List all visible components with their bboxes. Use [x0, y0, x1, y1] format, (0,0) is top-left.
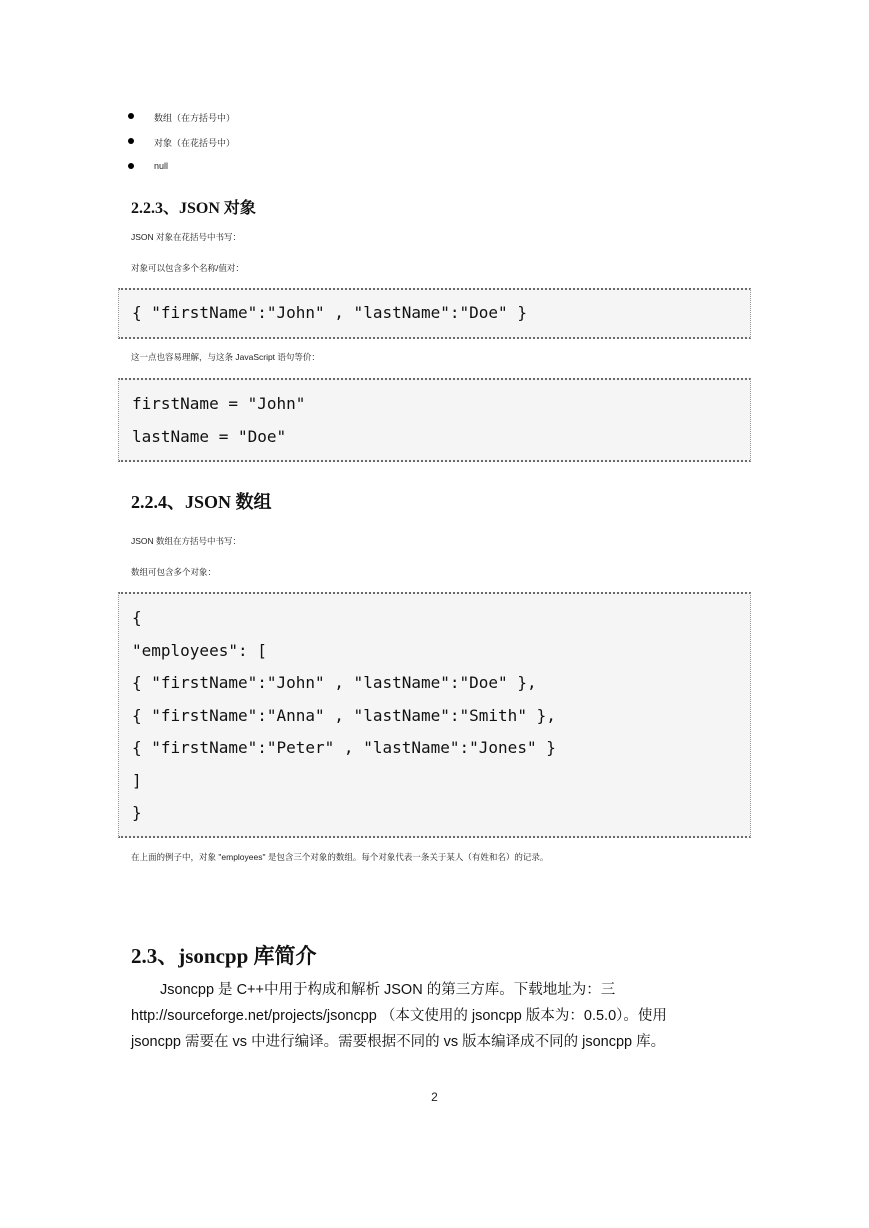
bullet-icon: [128, 163, 134, 169]
page-number: 2: [431, 1090, 438, 1104]
bullet-icon: [128, 138, 134, 144]
code-line: lastName = "Doe": [132, 427, 287, 446]
paragraph: 对象可以包含多个名称/值对：: [131, 263, 244, 273]
body-text-line: jsoncpp 需要在 vs 中进行编译。需要根据不同的 vs 版本编译成不同的 jsoncpp 库。: [131, 1034, 666, 1050]
section-heading: 2.2.4、JSON 数组: [131, 492, 272, 512]
paragraph: JSON 数组在方括号中书写：: [131, 536, 242, 546]
code-block: [118, 592, 751, 838]
code-line: { "firstName":"Peter" , "lastName":"Jones" }: [132, 738, 556, 757]
code-block: [118, 378, 751, 462]
code-line: { "firstName":"Anna" , "lastName":"Smith" },: [132, 706, 556, 725]
code-line: { "firstName":"John" , "lastName":"Doe" },: [132, 673, 537, 692]
paragraph: 数组可包含多个对象：: [131, 567, 217, 577]
bullet-icon: [128, 113, 134, 119]
list-item-text: null: [154, 161, 169, 171]
body-text-line: Jsoncpp 是 C++中用于构成和解析 JSON 的第三方库。下载地址为：三: [160, 982, 616, 998]
body-text-line: http://sourceforge.net/projects/jsoncpp （本文使用的 jsoncpp 版本为：0.5.0）。使用: [131, 1008, 667, 1024]
code-line: { "firstName":"John" , "lastName":"Doe" }: [132, 303, 527, 322]
section-heading: 2.2.3、JSON 对象: [131, 200, 256, 217]
code-line: {: [132, 608, 142, 627]
paragraph: 这一点也容易理解，与这条 JavaScript 语句等价：: [131, 352, 320, 362]
list-item-text: 对象（在花括号中）: [154, 138, 236, 148]
code-block: [118, 288, 751, 339]
code-line: "employees": [: [132, 641, 267, 660]
code-line: firstName = "John": [132, 394, 306, 413]
code-line: }: [132, 803, 142, 822]
list-item-text: 数组（在方括号中）: [154, 113, 236, 123]
paragraph: JSON 对象在花括号中书写：: [131, 232, 242, 242]
code-line: ]: [132, 771, 142, 790]
paragraph: 在上面的例子中，对象 "employees" 是包含三个对象的数组。每个对象代表一条关于某人（有姓和名）的记录。: [131, 852, 549, 862]
section-heading: 2.3、jsoncpp 库简介: [131, 944, 317, 968]
